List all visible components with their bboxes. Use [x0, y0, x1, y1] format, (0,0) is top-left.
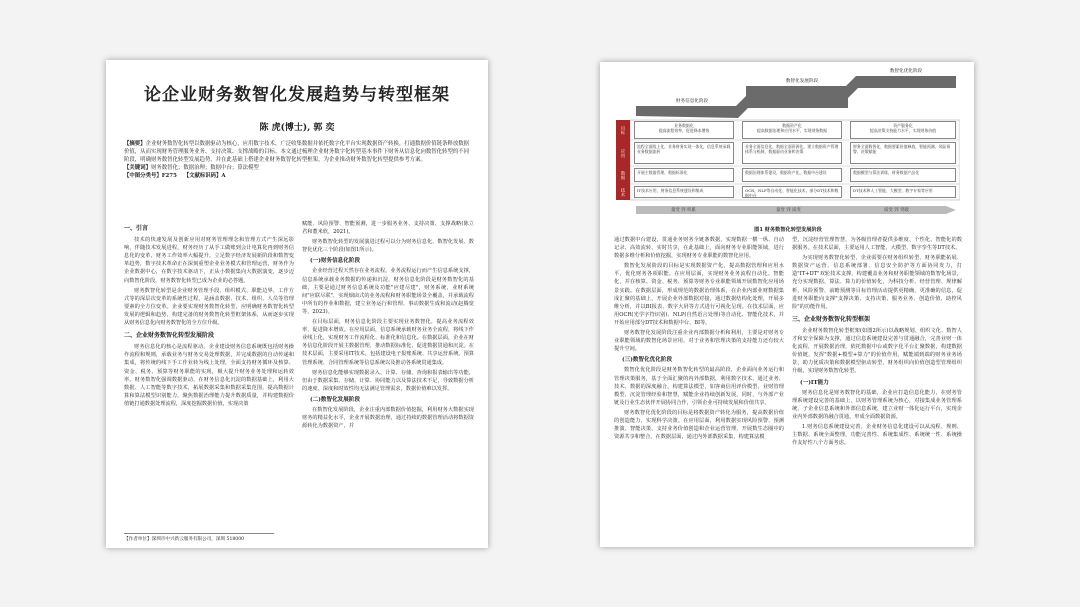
- paragraph: 财务数智化转型的发展演进过程可以分为财务信息化、数智化发展、数智化优化三个阶段(如图1所示)。: [302, 239, 474, 254]
- subsection-heading-4: (一)IT能力: [800, 379, 829, 386]
- classification-line: [124, 172, 474, 180]
- paragraph: 型，沉淀经营管理智慧，为各级管理者提供多维度、个性化、智能化的数据服务。在技术层面，主要运用人工智能、大模型、数字孪生等DT技术。: [792, 237, 962, 252]
- arrow-label-2: 量变 到 质变: [776, 208, 801, 213]
- keywords-text: 财务数智化；数据治理；数据中台；算法模型: [150, 165, 259, 171]
- abstract-paragraph: [124, 140, 474, 164]
- cell-data-2: 数据治理体系建设，数据资产化，数据中台建设: [742, 168, 842, 182]
- row-label-technology: 技术: [616, 184, 630, 200]
- stage-label-3: 数智化优化阶段: [889, 69, 923, 74]
- figure-caption: 图1 财务数智化转型发展阶段: [754, 227, 822, 233]
- article-title: 论企业财务数智化发展趋势与转型框架: [144, 85, 450, 105]
- section-heading-intro: 一、引言: [124, 225, 149, 232]
- paragraph: 1.财务信息系统建设完善。企业财务信息化建设可以从流程、规则、主数据、系统全面整理，功能完善性、系统集成性、系统统一性、系统操作友好性八个方面考虑。: [792, 423, 962, 447]
- paragraph: 企业财务数智化转型框架(如图2所示)以战略规划、组织文化、数智人才和安全保障为支撑，通过信息系统建设完善与贯通融合，完善业财一体化流程，开展数据治理，依托数据中台或数字化平台汇聚数据，构建数据价值链，发挥"数据+模型+算力"的价值作用，赋能端到端的财务业务场景，助力优质决策和数据模型驱动转型，财务组织向价值创造型管理组织升级，实现财务数智化转型。: [792, 327, 962, 375]
- paragraph: 赋能、风险预警、智能预测，进一步服务业务、支持决策、支撑战略(陈立君和董米欣，2021)。: [302, 221, 474, 236]
- paragraph: 财务数智化转型是企业财务管理手段、组织模式、职能边界、工作方式等的深层次变革的系统性过程，是涵盖数据、技术、组织、人员等管理要素的全方位变革。企业要实现财务数智化转型，应明确财务数智化转型发展的逻辑和趋势，构建完备的财务数智化转型框架体系，从而逐步实现从财务信息化向财务数智化的全方位升级。: [124, 287, 294, 327]
- paragraph: 数智化优化阶段是财务数智化转型的最高阶段，企业面向业务运行和管理决策服务，基于全面汇聚的内外部数据，利用数字技术，通过业务、技术、数据的深度融合，构建算法模型，如客商信用评价模型、业财管理模型、沉淀管理经验和智慧，赋能企业持续创新发展，同时，与外部产业链及行业生态伙伴开展协同合作，引领企业可持续发展和价值共享。: [614, 367, 784, 406]
- right-page: [600, 62, 974, 547]
- section-heading-1: 二、企业财务数智化转型发展阶段: [124, 332, 215, 340]
- paragraph: 技术的快速发展及创新应用对财务管理理念和管理方式产生深远影响，伴随技术发展进程，财务经历了从手工做账到会计电算化再到财务信息化的变革，财务工作效率大幅提升。立足数字经济发展新阶段和数智变革趋势，数字技术革命正在深刻重塑企业业务模式和管理运营，财务作为企业数据中心，在数字技术驱动下，正从小数据集向大数据演变，逐步迈向数智化阶段，财务数智化转型已成为企业的必答题。: [124, 237, 294, 284]
- section-heading-3: 三、企业财务数智化转型框架: [792, 315, 871, 323]
- paragraph: 为实现财务数智化转型，企业需要在财务组织转型、财务职能拓展、数据资产运营、信息系统部署、信息安全防护等方面协同发力，打造"IT+DT"双轮技术支撑，构建覆盖业务和财务职能领域的数智化场景，充分实现数据、算法、算力的价值转化，为科技分析、经营管理、规律解析、风险预警、前瞻预测等目标管理活动提供更精确、更准确的信息，促进财务职能向支撑"支撑决策、支持决策、服务业务、创造价值、助控风险"的功能作用。: [792, 255, 962, 310]
- stage-goal-3: 资产服务化 提高决策支持能力水平，实现财务价值: [850, 121, 956, 139]
- classification-code: 【中图分类号】F275: [124, 173, 177, 179]
- paragraph: 财务数智化发展阶段注重企业内部数据分析和利用，主要是对财务专业职能领域的数智化场景应用，对于业务和管理决策的支持能力还有较大提升空间。: [614, 330, 784, 353]
- arrow-label-3: 质变 到 突破: [884, 208, 909, 213]
- arrow-label-1: 量变 到 积累: [671, 208, 696, 213]
- cell-data-3: 数据模型与算法训练，财务数据产品化: [850, 168, 956, 182]
- subsection-heading-1: (一)财务信息化阶段: [310, 258, 361, 265]
- left-page: [106, 60, 488, 548]
- cell-application-2: 业务全面信息化，数据全面资源化，建立数据资产管理体系与机制，数据驱动业务和决策: [742, 142, 842, 164]
- stage-goal-1: 业务数据化 提高流程效率，促进降本增效: [634, 121, 734, 139]
- right-column-1: [614, 236, 784, 443]
- cell-application-3: 财务全面数智化，数据要素价值释放，智能预测、风险预警、决策赋能: [850, 142, 956, 164]
- paragraph: 财务信息化能够实现数据录入、计算、存储、查询和报表输出等功能，但由于数据采集、存储、计算、协同能力以及算法技术不足，导致数据分析的速度、深度和时效性均无法满足管理需求，数据价值难以发挥。: [302, 369, 474, 392]
- paragraph: 财务信息化是财务数智化的基础，企业应打造信息化能力，在财务管理系统建设完善的基础上，以财务管理系统为核心，对接集成业务管理系统、子企业信息系统和外部信息系统，建立业财一体化运行平台，实现企业内外部数据的融合贯通，形成全面数据资源。: [792, 389, 962, 420]
- paragraph: 数智化发展阶段的目标是实现数据资产化，提高数据管理和应用水平，优化财务各项职能。在应用层面，实现财务业务流程自动化、智能化，并在核算、资金、税务、预算等财务专业职能领域开展数智化应用场景实践。在数据层面，形成规范的数据治理体系，在企业内部业财数据集成汇聚的基础上，开展企业外部数据对接，通过数据结构化处理，开展多维分析，并以BI报表、数字大屏等方式进行可视化呈现。在技术层面，应用OCR(光学字符识别)、NLP(自然语言处理)等自动化、智能化技术，并开始应用部分DT技术和数据中台、BI等。: [614, 263, 784, 326]
- paragraph: 财务数智化优化阶段的目标是将数据资产转化为服务，提高数据价值的创造能力，实现科学决策。在应用层面，利用数据实现风险预警、预测推演、智能决策，支持业务价值创造和企业运营管理，开展数生态圈中的资源共享和整合。在数据层面，通过内外部数据采集，构建算法模: [614, 409, 784, 441]
- paragraph: 在目标层面，财务信息化阶段主要实现业务数智化，提高业务流程效率，促进降本增效。在应用层面，信息系统承载财务业务全流程，将线下作业线上化，实现财务工作流程化、标准化和信息化。在数据层面，企业在财务信息化阶段开展主数据管理，推动数据标准化，促进数据贯通和沉淀。在技术层面，主要采用IT技术，包括建设电子报账系统、共享运营系统、预算管理系统、合同管理系统等信息系统以及推动各系统贯通集成。: [302, 319, 474, 366]
- keywords-label: 【关键词】: [124, 165, 151, 171]
- row-label-goal: 目标: [616, 120, 630, 140]
- cell-tech-3: DT技术和人工智能，大模型，数字专家等应用: [850, 186, 956, 198]
- abstract-text: 企业财务数智化转型以数据驱动为核心，应用数字技术，广泛收集数据并依托数字化平台实现数据资产转换，打通数据价值链条释放数据价值，从而实现财务管理服务业务、支持决策、支撑战略的目标。本文通过梳理企业财务数字化转型基本事件下财务从信息化向数智化转型的不同阶段，明确财务数智化转型发展趋势，并在此基础上搭建企业财务数智化转型框架，为企业推动财务数智化转型提供参考方案。: [124, 141, 470, 163]
- abstract-block: [124, 140, 474, 180]
- paragraph: 财务信息化的核心是流程驱动。企业建设财务信息系统既包括财务操作流程和规则，承载业务与财务交易处理数据，并完成数据的自动传递和集成，将传统的线下手工作业转为线上处理，全面支持财务循环及核算、资金、税务、预算等财务职能的实现，极大提升财务业务处理和运转效率。财务数智化强调数据驱动，在财务信息化沉淀的数据基础上，利用大数据、人工智能等数字技术，拓展数据采集和数据采集范围，提高数据计算和算法模型识别能力，聚焦数据治理能力提升数据质量，并构建数据价值链打通数据处理流程，深度挖掘数据价值，实现决策: [124, 344, 294, 407]
- stage-goal-2: 数据资产化 提高数据治理和应用水平，实现财务数据: [742, 121, 842, 139]
- keywords-line: [124, 164, 474, 172]
- paragraph: 企业经营过程天然存在业务流程，业务流程运行而产生信息系统支撑，信息系统承载业务数据的传递和沉淀，财务信息化阶段是财务数智化的基础，主要是通过财务信息系统及功能"应建尽建"，财务系统、业财系统间"应联尽联"，实现烟囱式的业务流程和财务职能场景全覆盖，并承载流程中所有的作业和数据，建立业务运行和管理、事动数据生成和流动(赵腾宽等，2023)。: [302, 268, 474, 315]
- row-label-application: 应用: [616, 140, 630, 166]
- author-affiliation-footnote: 【作者单位】深圳市中兴新云服务有限公司，深圳 518000: [124, 533, 274, 542]
- cell-tech-1: IT技术应用，财务信息系统建设和集成: [634, 186, 734, 198]
- left-column-2: [302, 220, 474, 432]
- figure-1: [616, 68, 960, 233]
- stage-label-2: 数智化发展阶段: [785, 79, 819, 84]
- cell-data-1: 开展主数据管理，数据标准化: [634, 168, 734, 182]
- subsection-heading-3: (三)数智化优化阶段: [622, 357, 673, 364]
- cell-application-1: 流程全面线上化，业务财务实现一体化，信息系统承载业务数据流转: [634, 142, 734, 164]
- right-column-2: [792, 236, 962, 449]
- cell-tech-2: OCR、NLP等自动化、智能化技术，部分DT技术和数据中台: [742, 186, 842, 198]
- left-column-1: [124, 220, 294, 410]
- abstract-label: 【摘要】: [124, 141, 146, 147]
- document-code: 【文献标识码】A: [183, 173, 226, 179]
- article-authors: 陈 虎(博士), 郭 奕: [259, 123, 335, 133]
- paragraph: 在数智化发展阶段，企业注重内部数据价值挖掘，利用财务大数据实现财务的精益化水平，企业开展数据治理，通过持续的数据管理活动将数据资源转化为数据资产，并: [302, 406, 474, 430]
- paragraph: 通过数据中台建设，贯通业务财务全链条数据，实现数据一横一纵、自动记录、高效流转、实时共享，在此基础上，面向财务专业职能领域，进行数据多维分析和价值挖掘，实现财务专业职能的数智化应用。: [614, 237, 784, 260]
- stage-label-1: 财务信息化阶段: [675, 99, 709, 104]
- row-label-data: 数据: [616, 166, 630, 184]
- subsection-heading-2: (二)数智化发展阶段: [310, 396, 361, 403]
